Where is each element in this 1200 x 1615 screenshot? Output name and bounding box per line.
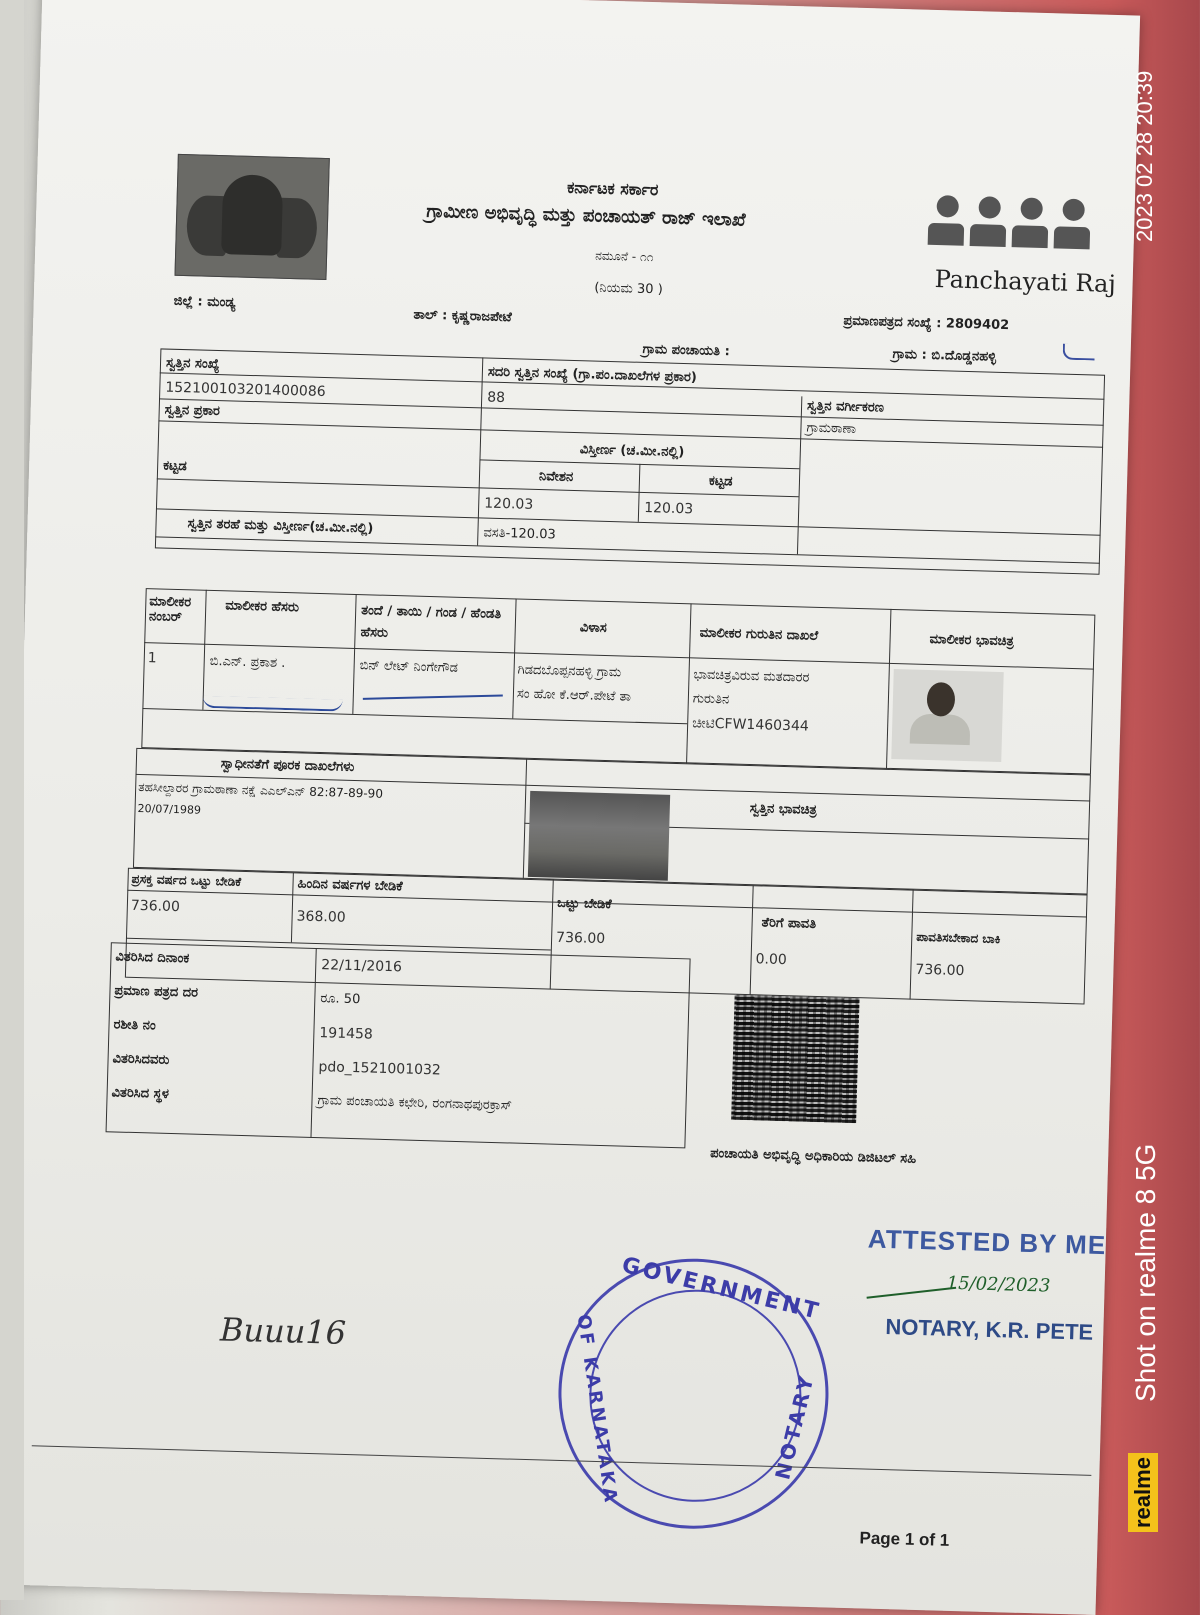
receipt-label: ರಶೀತಿ ನಂ <box>113 1017 156 1034</box>
district: ಜಿಲ್ಲೆ : ಮಂಡ್ಯ <box>173 293 236 311</box>
seal-right-text: NOTARY <box>770 1371 820 1482</box>
address-line-1: ಗಿಡದಬೊಪ್ಪನಹಳ್ಳಿ ಗ್ರಾಮ <box>517 662 622 681</box>
attested-by-text: ATTESTED BY ME <box>867 1223 1107 1261</box>
owner-id-line-3: ಚೀಟಿCFW1460344 <box>691 715 809 735</box>
current-demand-label: ಪ್ರಸಕ್ತ ವರ್ಷದ ಒಟ್ಟು ಬೇಡಿಕೆ <box>131 871 242 889</box>
owner-id-line-1: ಭಾವಚಿತ್ರವಿರುವ ಮತದಾರರ <box>693 667 810 686</box>
village: ಗ್ರಾಮ : ಬಿ.ದೊಡ್ಡನಹಳ್ಳಿ <box>892 346 997 365</box>
page-edge <box>0 0 24 1600</box>
site-area-value: 120.03 <box>484 495 534 513</box>
supporting-docs-date: 20/07/1989 <box>137 801 202 817</box>
certificate-number: ಪ್ರಮಾಣಪತ್ರದ ಸಂಖ್ಯೆ : 2809402 <box>843 313 1010 334</box>
total-demand-label: ಒಟ್ಟು ಬೇಡಿಕೆ <box>556 895 612 913</box>
seal-left-text: OF KARNATAKA <box>572 1313 622 1506</box>
balance-due-value: 736.00 <box>915 961 965 980</box>
address-header: ವಿಳಾಸ <box>579 620 607 636</box>
realme-badge: realme <box>1128 1453 1158 1532</box>
old-number-value: 88 <box>486 389 506 407</box>
digital-sign-label: ಪಂಚಾಯತಿ ಅಭಿವೃದ್ಧಿ ಅಧಿಕಾರಿಯ ಡಿಜಿಟಲ್ ಸಹಿ <box>709 1146 917 1167</box>
parent-name-header: ತಂದೆ / ತಾಯಿ / ಗಂಡ / ಹೆಂಡತಿ ಹೆಸರು <box>360 603 502 641</box>
property-type-label: ಸ್ವತ್ತಿನ ಪ್ರಕಾರ <box>164 402 221 420</box>
property-number-label: ಸ್ವತ್ತಿನ ಸಂಖ್ಯೆ <box>165 355 220 373</box>
govt-title: ಕರ್ನಾಟಕ ಸರ್ಕಾರ <box>566 177 659 200</box>
handwritten-note: Buuu16 <box>219 1310 347 1352</box>
previous-demand-value: 368.00 <box>296 908 346 926</box>
panchayati-raj-text: Panchayati Raj <box>934 265 1117 299</box>
attest-signature-stroke <box>867 1287 957 1299</box>
rule-number: (ನಿಯಮ 30 ) <box>594 280 663 298</box>
attest-signature-date: 15/02/2023 <box>946 1272 1051 1297</box>
building-row-label: ಕಟ್ಟಡ <box>162 458 187 475</box>
owner-name-header: ಮಾಲೀಕರ ಹೆಸರು <box>225 598 300 616</box>
owner-photo-header: ಮಾಲೀಕರ ಭಾವಚಿತ್ರ <box>929 632 1015 650</box>
tax-paid-value: 0.00 <box>755 951 788 969</box>
notary-seal <box>555 1252 832 1532</box>
property-photo-label: ಸ್ವತ್ತಿನ ಭಾವಚಿತ್ರ <box>749 801 817 818</box>
balance-due-label: ಪಾವತಿಸಬೇಕಾದ ಬಾಕಿ <box>916 929 1001 947</box>
category-value: ಗ್ರಾಮಠಾಣಾ <box>806 420 857 437</box>
owner-name-value: ಬಿ.ಎನ್. ಪ್ರಕಾಶ . <box>209 653 286 672</box>
page-number: Page 1 of 1 <box>859 1528 950 1550</box>
old-number-label: ಸದರಿ ಸ್ವತ್ತಿನ ಸಂಖ್ಯೆ (ಗ್ರಾ.ಪಂ.ದಾಖಲೆಗಳ ಪ್ರಕಾರ) <box>487 364 697 386</box>
building-area-value: 120.03 <box>643 499 694 518</box>
fee-value: ರೂ. 50 <box>320 991 361 1008</box>
tax-paid-label: ತೆರಿಗೆ ಪಾವತಿ <box>761 915 817 932</box>
current-demand-value: 736.00 <box>130 897 181 916</box>
owner-photo <box>891 669 1003 762</box>
taluk: ತಾಲ್ : ಕೃಷ್ಣರಾಜಪೇಟೆ <box>413 307 512 326</box>
owner-number-value: 1 <box>147 650 157 667</box>
form-number: ನಮೂನೆ - ೧೧ <box>595 248 654 265</box>
property-photo <box>528 791 670 881</box>
owner-id-line-2: ಗುರುತಿನ <box>692 691 730 708</box>
site-label: ನಿವೇಶನ <box>538 469 574 485</box>
address-line-2: ಸಂ ಹೋ ಕೆ.ಆರ್.ಪೇಟೆ ತಾ <box>516 686 632 705</box>
parent-name-value: ಬಿನ್ ಲೇಟ್ ನಿಂಗೇಗೌಡ <box>359 658 459 676</box>
supporting-docs-label: ಸ್ವಾಧೀನತೆಗೆ ಪೂರಕ ದಾಖಲೆಗಳು <box>220 756 355 775</box>
gram-panchayat: ಗ್ರಾಮ ಪಂಚಾಯತಿ : <box>642 341 730 360</box>
previous-demand-label: ಹಿಂದಿನ ವರ್ಷಗಳ ಬೇಡಿಕೆ <box>297 876 403 895</box>
qr-code <box>731 995 859 1123</box>
total-demand-value: 736.00 <box>555 929 606 948</box>
camera-brand: Shot on realme 8 5G <box>1130 1143 1161 1402</box>
panchayati-raj-logo-icon <box>915 194 1087 259</box>
supporting-docs-value: ತಹಸೀಲ್ದಾರರ ಗ್ರಾಮಠಾಣಾ ನಕ್ಷೆ ಎಎಲ್ಎನ್ 82:87-89-90 <box>138 779 384 801</box>
notary-text: NOTARY, K.R. PETE <box>885 1314 1094 1345</box>
area-label: ವಿಸ್ತೀರ್ಣ (ಚ.ಮೀ.ನಲ್ಲಿ) <box>579 442 685 461</box>
camera-timestamp: 2023 02 28 20:39 <box>1132 70 1157 242</box>
type-area-value: ವಸತಿ-120.03 <box>483 525 556 543</box>
owner-number-header: ಮಾಲೀಕರ ನಂಬರ್ <box>148 594 192 626</box>
issue-place-label: ವಿತರಿಸಿದ ಸ್ಥಳ <box>111 1085 170 1102</box>
issued-by-value: pdo_1521001032 <box>318 1059 442 1079</box>
dept-title: ಗ್ರಾಮೀಣ ಅಭಿವೃದ್ಧಿ ಮತ್ತು ಪಂಚಾಯತ್ ರಾಜ್ ಇಲಾಖೆ <box>426 200 746 231</box>
category-label: ಸ್ವತ್ತಿನ ವರ್ಗೀಕರಣ <box>806 398 885 416</box>
issued-by-label: ವಿತರಿಸಿದವರು <box>112 1051 170 1068</box>
karnataka-emblem-icon <box>174 154 329 280</box>
issue-date-label: ವಿತರಿಸಿದ ದಿನಾಂಕ <box>115 949 190 967</box>
property-number-value: 152100103201400086 <box>165 379 326 401</box>
issue-place-value: ಗ್ರಾಮ ಪಂಚಾಯತಿ ಕಛೇರಿ, ರಂಗನಾಥಪುರಕ್ರಾಸ್ <box>317 1093 513 1114</box>
seal-top-text: GOVERNMENT <box>619 1252 824 1326</box>
owner-id-header: ಮಾಲೀಕರ ಗುರುತಿನ ದಾಖಲೆ <box>699 625 819 644</box>
receipt-value: 191458 <box>319 1025 374 1043</box>
type-area-label: ಸ್ವತ್ತಿನ ತರಹೆ ಮತ್ತು ವಿಸ್ತೀರ್ಣ(ಚ.ಮೀ.ನಲ್ಲಿ) <box>187 516 374 537</box>
issue-date-value: 22/11/2016 <box>321 957 403 976</box>
tick-mark-icon <box>1062 344 1094 361</box>
building-label: ಕಟ್ಟಡ <box>708 473 733 490</box>
fee-label: ಪ್ರಮಾಣ ಪತ್ರದ ದರ <box>114 983 199 1001</box>
